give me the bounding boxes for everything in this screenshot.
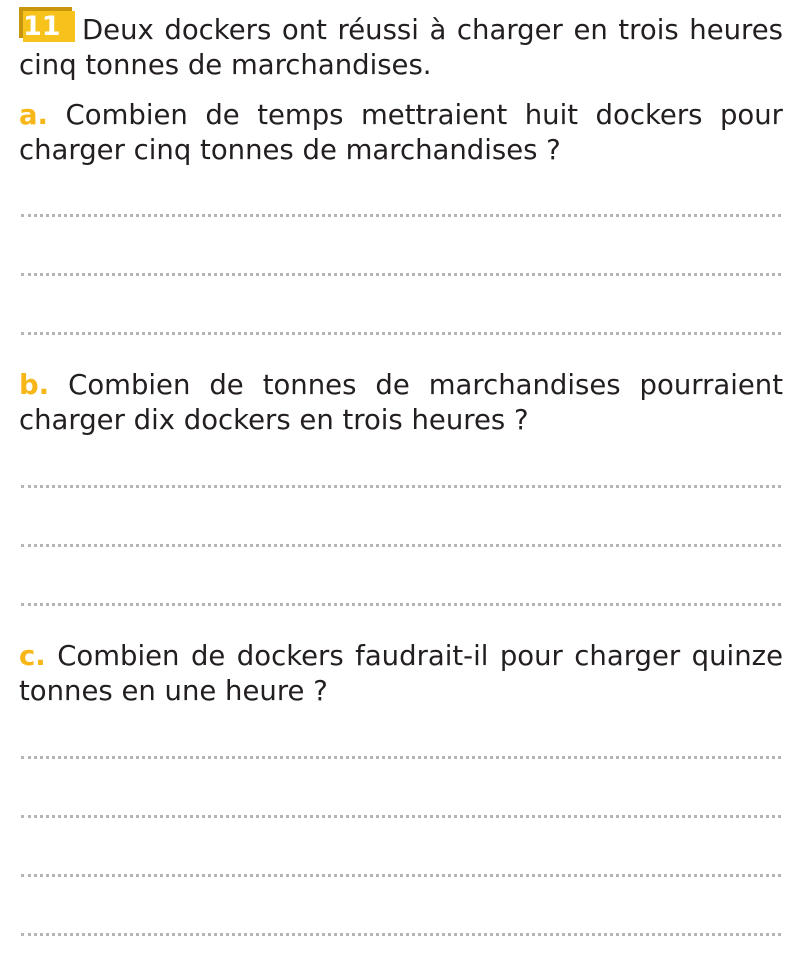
- question-text-c: Combien de dockers faudrait-il pour charger quinze tonnes en une heure ?: [19, 640, 783, 707]
- exercise-intro: [19, 11, 783, 83]
- answer-line-b-2[interactable]: [21, 544, 781, 547]
- question-text-b: Combien de tonnes de marchandises pourraient charger dix dockers en trois heures ?: [19, 369, 784, 436]
- exercise-number-badge: [19, 11, 74, 42]
- answer-line-b-3[interactable]: [21, 603, 781, 606]
- question-text-a: Combien de temps mettraient huit dockers pour charger cinq tonnes de marchandises ?: [19, 99, 783, 166]
- question-letter-c: c.: [19, 640, 46, 672]
- question-letter-a: a.: [19, 99, 49, 131]
- answer-line-c-4[interactable]: [21, 933, 781, 936]
- answer-line-c-3[interactable]: [21, 874, 781, 877]
- answer-line-a-3[interactable]: [21, 332, 781, 335]
- answer-line-a-1[interactable]: [21, 214, 781, 217]
- answer-line-b-1[interactable]: [21, 485, 781, 488]
- question-c: [19, 639, 783, 709]
- question-letter-b: b.: [19, 369, 50, 401]
- answer-line-c-2[interactable]: [21, 815, 781, 818]
- answer-line-c-1[interactable]: [21, 756, 781, 759]
- exercise-number: 11: [23, 11, 75, 42]
- question-a: [19, 98, 783, 168]
- question-b: [19, 368, 783, 438]
- exercise-intro-text: Deux dockers ont réussi à charger en trois heures cinq tonnes de marchandises.: [19, 14, 783, 81]
- answer-line-a-2[interactable]: [21, 273, 781, 276]
